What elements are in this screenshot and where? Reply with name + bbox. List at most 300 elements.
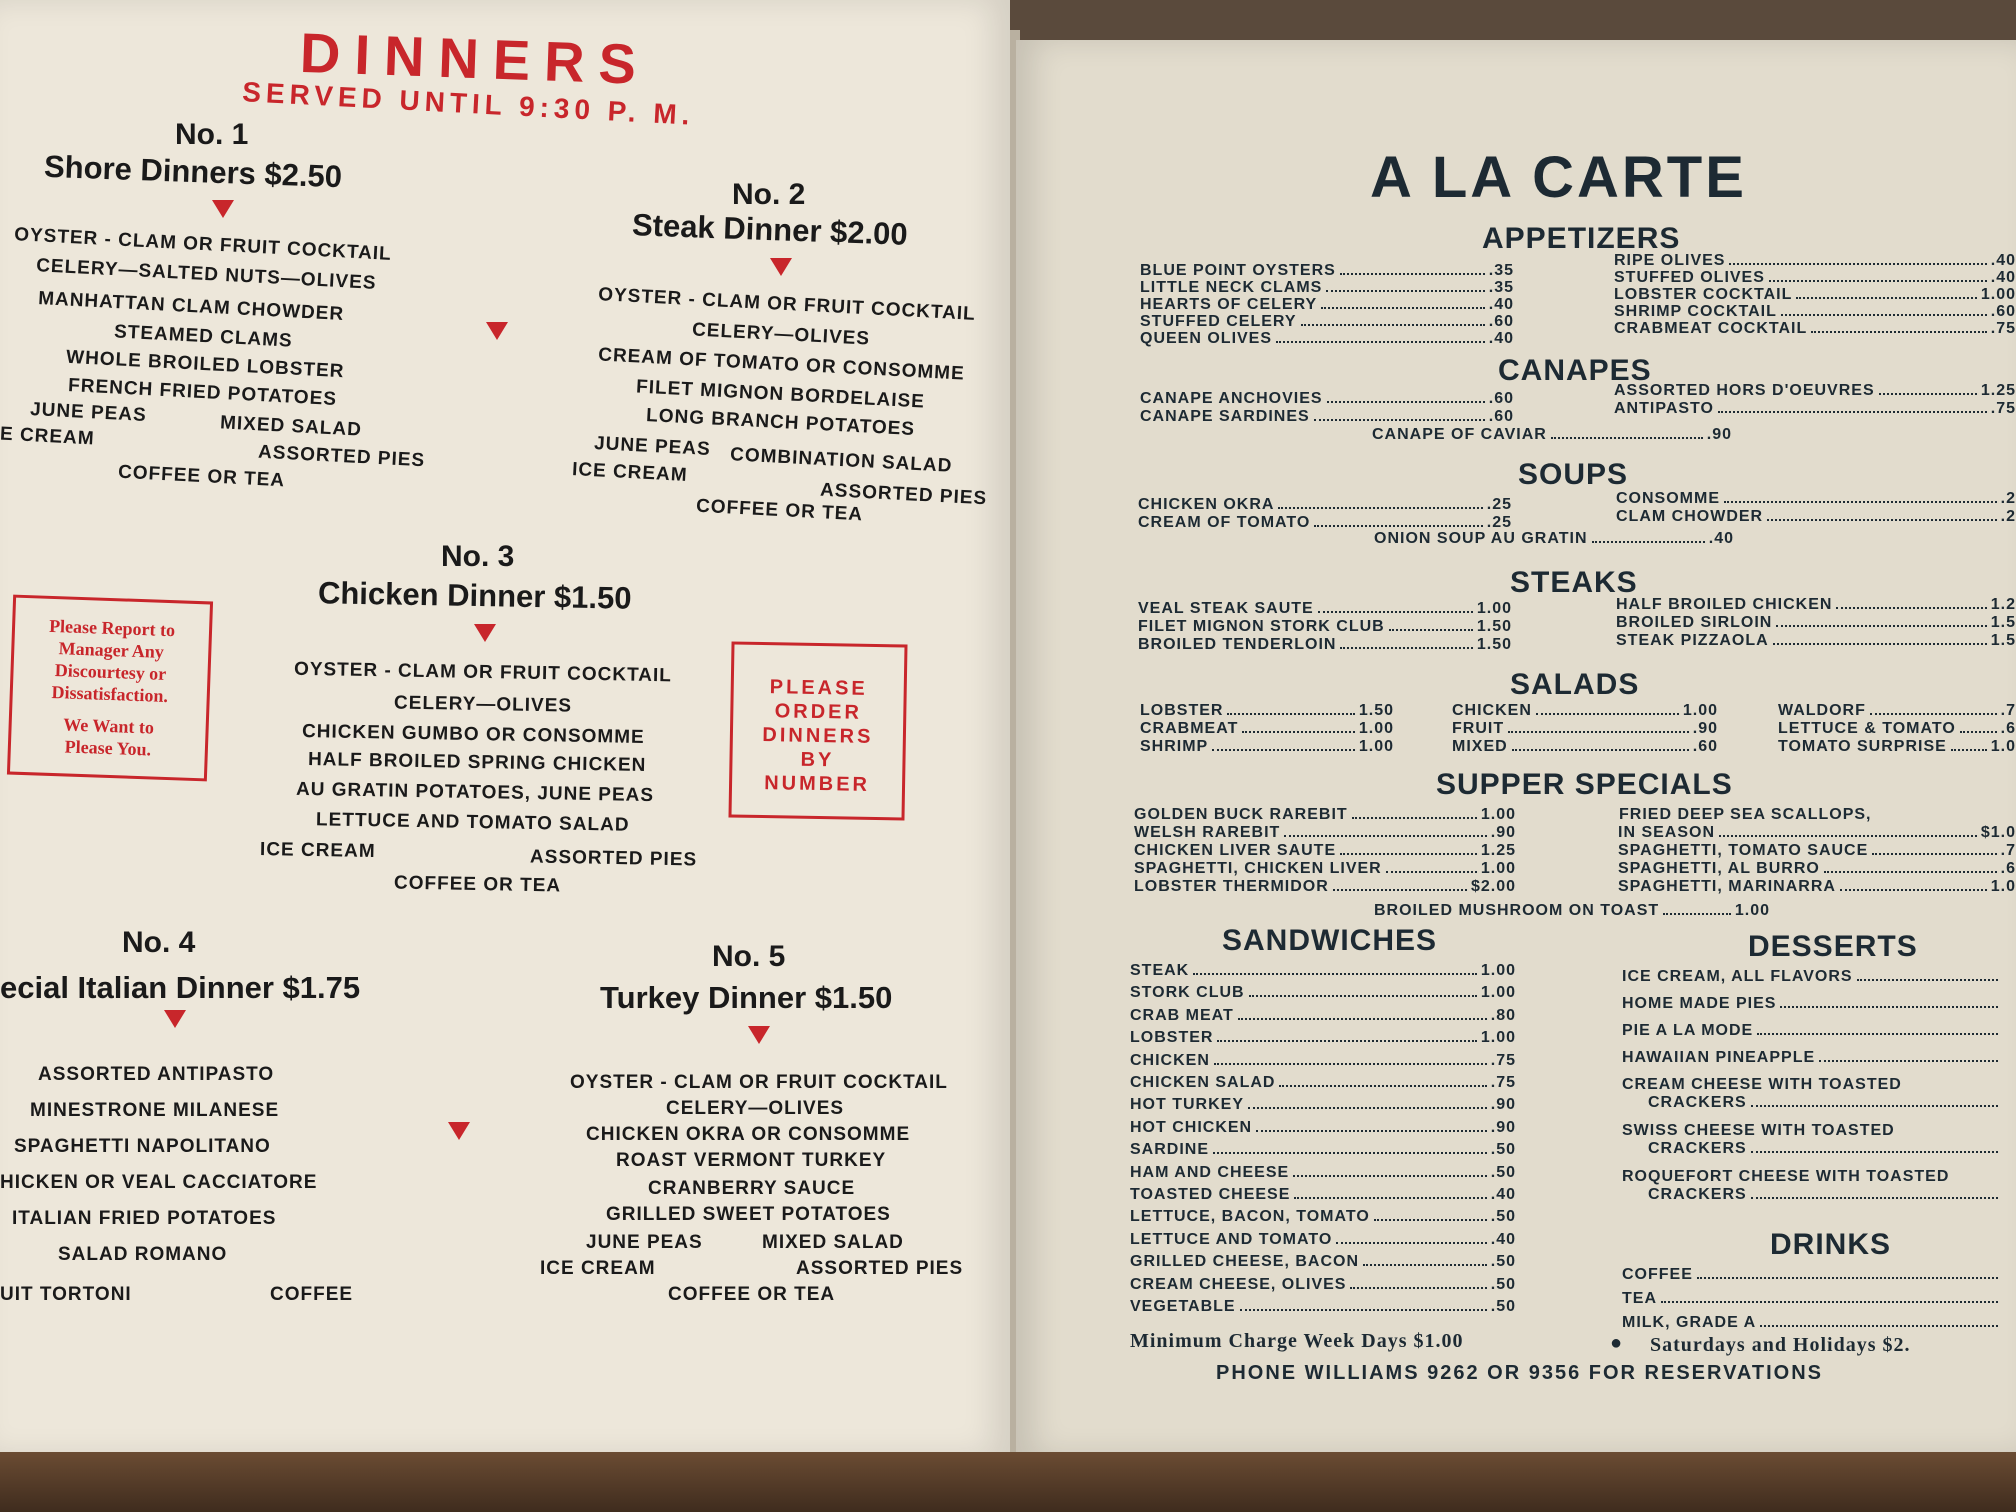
dinner-1-number: No. 1 bbox=[175, 118, 249, 151]
menu-item-price: .2 bbox=[2000, 490, 2016, 507]
menu-item bbox=[1616, 614, 2016, 632]
menu-item-price: 1.00 bbox=[1682, 702, 1718, 719]
dot-leader bbox=[1751, 1140, 1998, 1153]
dinner-1-item: JUNE PEAS bbox=[29, 398, 148, 427]
menu-item bbox=[1130, 1052, 1516, 1070]
dinner-1-name: Shore Dinners $2.50 bbox=[43, 148, 343, 195]
dinner-1-item: WHOLE BROILED LOBSTER bbox=[65, 346, 345, 383]
menu-item: SWISS CHEESE WITH TOASTED bbox=[1622, 1122, 1895, 1139]
dinner-4-item: MINESTRONE MILANESE bbox=[30, 1100, 280, 1121]
menu-item-name: SPAGHETTI, CHICKEN LIVER bbox=[1134, 860, 1382, 877]
menu-item-name: CRABMEAT bbox=[1140, 720, 1239, 737]
dot-leader bbox=[1796, 286, 1977, 299]
dot-leader bbox=[1729, 252, 1986, 265]
menu-item-price: 1.00 bbox=[1480, 1029, 1516, 1047]
menu-item bbox=[1622, 1266, 2002, 1284]
menu-item-name: ASSORTED HORS D'OEUVRES bbox=[1614, 382, 1875, 399]
dinner-2-item: COFFEE OR TEA bbox=[695, 495, 864, 526]
dinner-5-item: COFFEE OR TEA bbox=[668, 1284, 836, 1305]
menu-item bbox=[1614, 269, 2016, 287]
dinner-5-item: CRANBERRY SAUCE bbox=[648, 1178, 856, 1199]
dot-leader bbox=[1780, 995, 1998, 1008]
dinner-5-item: JUNE PEAS bbox=[586, 1232, 703, 1253]
dot-leader bbox=[1340, 842, 1477, 855]
menu-item-price: .6 bbox=[2000, 720, 2016, 737]
dot-leader bbox=[1960, 720, 1997, 733]
menu-item bbox=[1452, 702, 1718, 720]
menu-item-name: HOT TURKEY bbox=[1130, 1096, 1244, 1114]
dinner-3-number: No. 3 bbox=[441, 540, 515, 573]
notice-line: We Want to bbox=[63, 714, 155, 738]
dot-leader bbox=[1242, 720, 1355, 733]
notice-line: Discourtesy or bbox=[54, 660, 167, 684]
menu-item-name: HOME MADE PIES bbox=[1622, 995, 1777, 1012]
menu-item-name: HAWAIIAN PINEAPPLE bbox=[1622, 1049, 1816, 1066]
menu-item-price: 1.5 bbox=[1990, 614, 2016, 631]
dinner-1-item: STEAMED CLAMS bbox=[113, 321, 294, 352]
dinner-2-item: CREAM OF TOMATO OR CONSOMME bbox=[597, 344, 966, 385]
dot-leader bbox=[1718, 400, 1987, 413]
menu-item: ROQUEFORT CHEESE WITH TOASTED bbox=[1622, 1168, 1950, 1185]
menu-item-name: SPAGHETTI, MARINARRA bbox=[1618, 878, 1836, 895]
notice-line: PLEASE bbox=[769, 676, 868, 700]
notice-line: Please Report to bbox=[48, 615, 176, 641]
menu-item-price: .90 bbox=[1490, 1118, 1516, 1136]
minimum-charge-holidays: Saturdays and Holidays $2. bbox=[1650, 1334, 1911, 1356]
menu-item bbox=[1130, 1096, 1516, 1114]
menu-item-name: TOASTED CHEESE bbox=[1130, 1186, 1291, 1203]
menu-item-price: .60 bbox=[1488, 313, 1514, 330]
menu-item-price: .35 bbox=[1488, 279, 1514, 296]
menu-item bbox=[1130, 1208, 1516, 1226]
menu-item-price: 1.00 bbox=[1480, 962, 1516, 979]
menu-item bbox=[1778, 720, 2016, 738]
dot-leader bbox=[1279, 1074, 1486, 1087]
menu-item-name: BLUE POINT OYSTERS bbox=[1140, 262, 1336, 279]
dot-leader bbox=[1870, 702, 1997, 715]
menu-item bbox=[1140, 313, 1514, 331]
menu-item bbox=[1614, 320, 2016, 338]
menu-item-name: CANAPE ANCHOVIES bbox=[1140, 390, 1323, 407]
menu-item-name: SPAGHETTI, AL BURRO bbox=[1618, 860, 1820, 877]
dot-leader bbox=[1293, 1164, 1487, 1177]
menu-item bbox=[1648, 1186, 2002, 1204]
divider-marker-icon bbox=[448, 1122, 470, 1140]
menu-item bbox=[1138, 618, 1512, 636]
dot-leader bbox=[1193, 962, 1477, 975]
dinner-3-item: CHICKEN GUMBO OR CONSOMME bbox=[301, 721, 645, 748]
table-surface bbox=[0, 1452, 2016, 1512]
dot-leader bbox=[1760, 1314, 1998, 1327]
dot-leader bbox=[1751, 1186, 1998, 1199]
menu-item-price: .40 bbox=[1708, 530, 1734, 547]
menu-item bbox=[1140, 738, 1394, 756]
menu-item-name: CHICKEN LIVER SAUTE bbox=[1134, 842, 1337, 859]
menu-item-price: .7 bbox=[2000, 702, 2016, 719]
dinner-5-item: ASSORTED PIES bbox=[796, 1258, 964, 1279]
a-la-carte-page bbox=[1016, 40, 2016, 1455]
menu-item bbox=[1778, 702, 2016, 720]
dot-leader bbox=[1769, 269, 1987, 282]
dot-leader bbox=[1819, 1049, 1998, 1062]
dot-leader bbox=[1751, 1094, 1998, 1107]
menu-item-name: BROILED MUSHROOM ON TOAST bbox=[1374, 902, 1660, 919]
dot-leader bbox=[1697, 1266, 1998, 1279]
dot-leader bbox=[1284, 824, 1486, 837]
dinner-5-number: No. 5 bbox=[712, 940, 786, 973]
dot-leader bbox=[1248, 1096, 1487, 1109]
dinners-title: DINNERS bbox=[299, 20, 652, 97]
menu-item-name: CHICKEN SALAD bbox=[1130, 1074, 1276, 1091]
menu-item-name: CHICKEN OKRA bbox=[1138, 496, 1275, 513]
menu-item-price: .60 bbox=[1488, 390, 1514, 407]
dinner-4-name: ecial Italian Dinner $1.75 bbox=[0, 970, 361, 1005]
dot-leader bbox=[1776, 614, 1986, 627]
menu-item-price: .40 bbox=[1488, 330, 1514, 347]
menu-item-price: .35 bbox=[1488, 262, 1514, 279]
menu-item-price: 1.5 bbox=[1990, 632, 2016, 649]
menu-item-name: QUEEN OLIVES bbox=[1140, 330, 1273, 347]
dinner-4-item: SPAGHETTI NAPOLITANO bbox=[14, 1136, 271, 1157]
menu-item-name: STUFFED OLIVES bbox=[1614, 269, 1765, 286]
menu-item bbox=[1616, 490, 2016, 508]
menu-item-price: 1.00 bbox=[1480, 860, 1516, 877]
menu-item-price: 1.00 bbox=[1358, 720, 1394, 737]
dinners-page bbox=[0, 0, 1010, 1455]
menu-item-price: .90 bbox=[1490, 824, 1516, 841]
menu-item bbox=[1140, 720, 1394, 738]
dinner-5-item: ICE CREAM bbox=[540, 1258, 656, 1279]
menu-item-name: WELSH RAREBIT bbox=[1134, 824, 1281, 841]
menu-item-price: .75 bbox=[1990, 400, 2016, 417]
menu-item-price: .90 bbox=[1692, 720, 1718, 737]
section-supper-specials: SUPPER SPECIALS bbox=[1436, 768, 1733, 801]
menu-item bbox=[1622, 1314, 2002, 1332]
menu-item-name: SARDINE bbox=[1130, 1141, 1210, 1159]
dot-leader bbox=[1857, 968, 1998, 981]
divider-marker-icon bbox=[486, 322, 508, 340]
menu-item-price: .50 bbox=[1490, 1275, 1516, 1293]
dot-leader bbox=[1840, 878, 1987, 891]
menu-item-name: STEAK PIZZAOLA bbox=[1616, 632, 1769, 649]
menu-item-price: .80 bbox=[1490, 1006, 1516, 1024]
menu-item-price: $2.00 bbox=[1470, 878, 1516, 895]
menu-item-name: CONSOMME bbox=[1616, 490, 1720, 507]
menu-item bbox=[1616, 508, 2016, 526]
menu-item-name: CRACKERS bbox=[1648, 1094, 1747, 1111]
menu-item bbox=[1134, 860, 1516, 878]
dinner-2-item: ASSORTED PIES bbox=[819, 479, 988, 510]
menu-item bbox=[1616, 596, 2016, 614]
menu-item-name: LOBSTER THERMIDOR bbox=[1134, 878, 1329, 895]
menu-item-price: 1.50 bbox=[1476, 618, 1512, 635]
manager-notice-box bbox=[7, 595, 213, 782]
dinner-3-item: COFFEE OR TEA bbox=[393, 872, 562, 897]
dinner-3-item: AU GRATIN POTATOES, JUNE PEAS bbox=[295, 778, 655, 807]
dot-leader bbox=[1951, 738, 1987, 751]
menu-item bbox=[1614, 252, 2016, 270]
dot-leader bbox=[1336, 1231, 1486, 1244]
menu-item bbox=[1130, 1164, 1516, 1182]
menu-item-name: SHRIMP COCKTAIL bbox=[1614, 303, 1777, 320]
menu-item bbox=[1134, 842, 1516, 860]
menu-item bbox=[1616, 632, 2016, 650]
dot-leader bbox=[1227, 702, 1354, 715]
dot-leader bbox=[1363, 1253, 1487, 1266]
dot-leader bbox=[1374, 1208, 1487, 1221]
menu-item bbox=[1138, 636, 1512, 654]
dot-leader bbox=[1214, 1052, 1487, 1065]
menu-item-price: .90 bbox=[1706, 426, 1732, 443]
menu-item-name: CREAM OF TOMATO bbox=[1138, 514, 1311, 531]
menu-item-price: 1.25 bbox=[1480, 842, 1516, 859]
menu-item bbox=[1130, 962, 1516, 980]
menu-item bbox=[1130, 1007, 1516, 1025]
menu-item-name: PIE A LA MODE bbox=[1622, 1022, 1754, 1039]
menu-item-name: COFFEE bbox=[1622, 1266, 1693, 1283]
menu-item bbox=[1452, 738, 1718, 756]
menu-item-price: .40 bbox=[1990, 269, 2016, 286]
dinner-3-item: CELERY—OLIVES bbox=[393, 692, 573, 717]
menu-item bbox=[1622, 1022, 2002, 1040]
menu-item-name: LETTUCE & TOMATO bbox=[1778, 720, 1956, 737]
notice-line: Please You. bbox=[64, 736, 152, 760]
dot-leader bbox=[1213, 1141, 1487, 1154]
dot-leader bbox=[1872, 842, 1996, 855]
menu-item bbox=[1614, 400, 2016, 418]
menu-item bbox=[1138, 496, 1512, 514]
supper-item: FRIED DEEP SEA SCALLOPS, bbox=[1619, 806, 1872, 823]
menu-item-price: .40 bbox=[1488, 296, 1514, 313]
dinner-3-item: HALF BROILED SPRING CHICKEN bbox=[307, 749, 647, 776]
menu-item-name: MILK, GRADE A bbox=[1622, 1314, 1757, 1331]
menu-item-price: .6 bbox=[2000, 860, 2016, 877]
dot-leader bbox=[1781, 303, 1987, 316]
menu-item-price: .50 bbox=[1490, 1141, 1516, 1159]
menu-item bbox=[1130, 984, 1516, 1002]
dinner-3-item: ASSORTED PIES bbox=[529, 846, 698, 871]
menu-item-name: CRAB MEAT bbox=[1130, 1006, 1234, 1024]
dinner-5-item: CHICKEN OKRA OR CONSOMME bbox=[586, 1124, 911, 1145]
dinner-4-item: SALAD ROMANO bbox=[58, 1244, 228, 1265]
menu-item-price: .40 bbox=[1990, 252, 2016, 269]
dot-leader bbox=[1663, 902, 1731, 915]
dot-leader bbox=[1719, 824, 1977, 837]
dot-leader bbox=[1508, 720, 1689, 733]
dinner-5-item: GRILLED SWEET POTATOES bbox=[606, 1204, 891, 1225]
dinner-3-marker-icon bbox=[474, 624, 496, 642]
dot-leader bbox=[1276, 330, 1485, 343]
reservations-phone: PHONE WILLIAMS 9262 OR 9356 FOR RESERVATIONS bbox=[1216, 1362, 1824, 1384]
dinner-2-item: COMBINATION SALAD bbox=[729, 444, 953, 477]
dot-leader bbox=[1836, 596, 1986, 609]
bullet-icon: ● bbox=[1610, 1332, 1623, 1354]
menu-item bbox=[1130, 1231, 1516, 1249]
menu-item bbox=[1130, 1074, 1516, 1092]
dinner-1-item: MANHATTAN CLAM CHOWDER bbox=[37, 288, 345, 326]
menu-item-price: .50 bbox=[1490, 1253, 1516, 1271]
menu-item-name: VEAL STEAK SAUTE bbox=[1138, 600, 1314, 617]
menu-item bbox=[1140, 702, 1394, 720]
menu-item bbox=[1778, 738, 2016, 756]
menu-item-name: CHICKEN bbox=[1130, 1051, 1210, 1069]
dinner-4-item: HICKEN OR VEAL CACCIATORE bbox=[0, 1172, 318, 1193]
dot-leader bbox=[1249, 984, 1477, 997]
menu-item-name: FRUIT bbox=[1452, 720, 1505, 737]
menu-item bbox=[1618, 824, 2016, 842]
dot-leader bbox=[1512, 738, 1689, 751]
dot-leader bbox=[1314, 514, 1482, 527]
dinner-4-item: ASSORTED ANTIPASTO bbox=[38, 1064, 275, 1085]
notice-line: NUMBER bbox=[764, 772, 871, 796]
section-soups: SOUPS bbox=[1518, 458, 1629, 491]
dinner-1-item: COFFEE OR TEA bbox=[117, 461, 286, 492]
dinner-1-item: MIXED SALAD bbox=[219, 412, 363, 441]
menu-item-name: GRILLED CHEESE, BACON bbox=[1130, 1253, 1360, 1271]
menu-item-name: ICE CREAM, ALL FLAVORS bbox=[1622, 968, 1853, 985]
dinner-5-name: Turkey Dinner $1.50 bbox=[600, 980, 893, 1015]
menu-item bbox=[1622, 1049, 2002, 1067]
menu-item bbox=[1374, 902, 1770, 920]
a-la-carte-title: A LA CARTE bbox=[1370, 145, 1747, 210]
menu-item bbox=[1130, 1253, 1516, 1271]
section-canapes: CANAPES bbox=[1498, 354, 1652, 387]
dot-leader bbox=[1773, 632, 1987, 645]
menu-item-name: GOLDEN BUCK RAREBIT bbox=[1134, 806, 1348, 823]
menu-item bbox=[1452, 720, 1718, 738]
dot-leader bbox=[1327, 390, 1485, 403]
menu-item-name: LOBSTER bbox=[1130, 1029, 1214, 1047]
menu-item-price: 1.2 bbox=[1990, 596, 2016, 613]
menu-item-name: HEARTS OF CELERY bbox=[1140, 296, 1318, 313]
menu-item-price: .50 bbox=[1490, 1163, 1516, 1181]
menu-item-name: MIXED bbox=[1452, 738, 1508, 755]
dinner-2-item: JUNE PEAS bbox=[593, 432, 712, 461]
menu-item-name: CANAPE SARDINES bbox=[1140, 408, 1310, 425]
menu-item-price: .25 bbox=[1486, 496, 1512, 513]
dinner-5-item: MIXED SALAD bbox=[762, 1232, 904, 1253]
menu-item bbox=[1622, 995, 2002, 1013]
menu-item-name: HALF BROILED CHICKEN bbox=[1616, 596, 1833, 613]
menu-item-price: .90 bbox=[1490, 1096, 1516, 1114]
menu-item bbox=[1374, 530, 1734, 548]
menu-item-price: 1.0 bbox=[1990, 878, 2016, 895]
menu-item-name: HOT CHICKEN bbox=[1130, 1118, 1253, 1136]
menu-item-name: TOMATO SURPRISE bbox=[1778, 738, 1947, 755]
menu-item-price: 1.25 bbox=[1980, 382, 2016, 399]
dot-leader bbox=[1811, 320, 1986, 333]
menu-item-name: STEAK bbox=[1130, 962, 1190, 979]
menu-item-price: .75 bbox=[1990, 320, 2016, 337]
dot-leader bbox=[1551, 426, 1703, 439]
dot-leader bbox=[1389, 618, 1473, 631]
menu-item-name: STUFFED CELERY bbox=[1140, 313, 1297, 330]
menu-item-price: .25 bbox=[1486, 514, 1512, 531]
menu-item-name: LOBSTER COCKTAIL bbox=[1614, 286, 1793, 303]
menu-item bbox=[1618, 860, 2016, 878]
dinner-2-number: No. 2 bbox=[732, 178, 806, 211]
menu-item bbox=[1622, 968, 2002, 986]
menu-item-price: 1.00 bbox=[1358, 738, 1394, 755]
menu-item-name: CREAM CHEESE, OLIVES bbox=[1130, 1275, 1347, 1293]
dinner-1-item: OYSTER - CLAM OR FRUIT COCKTAIL bbox=[13, 224, 393, 265]
menu-item bbox=[1618, 842, 2016, 860]
section-appetizers: APPETIZERS bbox=[1482, 222, 1681, 255]
dinner-2-item: FILET MIGNON BORDELAISE bbox=[635, 376, 926, 413]
dinner-5-item: OYSTER - CLAM OR FRUIT COCKTAIL bbox=[570, 1072, 948, 1093]
menu-item-price: .50 bbox=[1490, 1298, 1516, 1315]
dot-leader bbox=[1240, 1298, 1487, 1311]
menu-item-price: .60 bbox=[1692, 738, 1718, 755]
menu-item-price: 1.00 bbox=[1480, 984, 1516, 1002]
menu-item bbox=[1130, 1276, 1516, 1294]
menu-item bbox=[1140, 408, 1514, 426]
menu-item-name: RIPE OLIVES bbox=[1614, 252, 1726, 269]
dinners-subtitle: SERVED UNTIL 9:30 P. M. bbox=[241, 76, 696, 131]
section-sandwiches: SANDWICHES bbox=[1222, 924, 1438, 957]
menu-item bbox=[1134, 878, 1516, 896]
menu-item-name: WALDORF bbox=[1778, 702, 1866, 719]
dot-leader bbox=[1318, 600, 1473, 613]
menu-item-name: STORK CLUB bbox=[1130, 984, 1245, 1002]
dinner-1-marker-icon bbox=[212, 200, 234, 218]
dot-leader bbox=[1661, 1290, 1998, 1303]
menu-item-name: LETTUCE AND TOMATO bbox=[1130, 1230, 1333, 1248]
minimum-charge-weekdays: Minimum Charge Week Days $1.00 bbox=[1130, 1330, 1464, 1352]
notice-line: ORDER bbox=[774, 700, 863, 724]
menu-item bbox=[1622, 1290, 2002, 1308]
menu-item bbox=[1372, 426, 1732, 444]
menu-item-name: CRABMEAT COCKTAIL bbox=[1614, 320, 1808, 337]
dot-leader bbox=[1321, 296, 1485, 309]
menu-item-name: SPAGHETTI, TOMATO SAUCE bbox=[1618, 842, 1869, 859]
menu-item-name: TEA bbox=[1622, 1290, 1657, 1307]
menu-item-name: CRACKERS bbox=[1648, 1140, 1747, 1157]
menu-item-price: 1.00 bbox=[1734, 902, 1770, 919]
menu-item-price: .40 bbox=[1490, 1230, 1516, 1248]
menu-item-name: IN SEASON bbox=[1618, 824, 1716, 841]
menu-item bbox=[1140, 296, 1514, 314]
menu-item bbox=[1130, 1029, 1516, 1047]
menu-item bbox=[1140, 390, 1514, 408]
menu-item-price: 1.0 bbox=[1990, 738, 2016, 755]
menu-item-price: 1.50 bbox=[1476, 636, 1512, 653]
menu-item bbox=[1130, 1119, 1516, 1137]
dinner-2-name: Steak Dinner $2.00 bbox=[631, 207, 909, 252]
menu-item-name: ANTIPASTO bbox=[1614, 400, 1714, 417]
menu-item: CREAM CHEESE WITH TOASTED bbox=[1622, 1076, 1902, 1093]
dot-leader bbox=[1536, 702, 1679, 715]
section-drinks: DRINKS bbox=[1770, 1228, 1892, 1261]
dinner-5-item: CELERY—OLIVES bbox=[666, 1098, 845, 1119]
menu-item-price: .50 bbox=[1490, 1208, 1516, 1226]
menu-item bbox=[1130, 1186, 1516, 1204]
menu-item-name: BROILED TENDERLOIN bbox=[1138, 636, 1337, 653]
menu-item-name: CHICKEN bbox=[1452, 702, 1532, 719]
dinner-4-item: COFFEE bbox=[270, 1284, 354, 1305]
menu-item bbox=[1140, 330, 1514, 348]
dinner-4-number: No. 4 bbox=[122, 926, 196, 959]
dot-leader bbox=[1278, 496, 1482, 509]
menu-item bbox=[1140, 279, 1514, 297]
menu-item-name: LOBSTER bbox=[1140, 702, 1224, 719]
dot-leader bbox=[1724, 490, 1997, 503]
menu-item-name: CRACKERS bbox=[1648, 1186, 1747, 1203]
dot-leader bbox=[1333, 878, 1467, 891]
dot-leader bbox=[1256, 1119, 1487, 1132]
dot-leader bbox=[1314, 408, 1485, 421]
menu-item-name: BROILED SIRLOIN bbox=[1616, 614, 1773, 631]
